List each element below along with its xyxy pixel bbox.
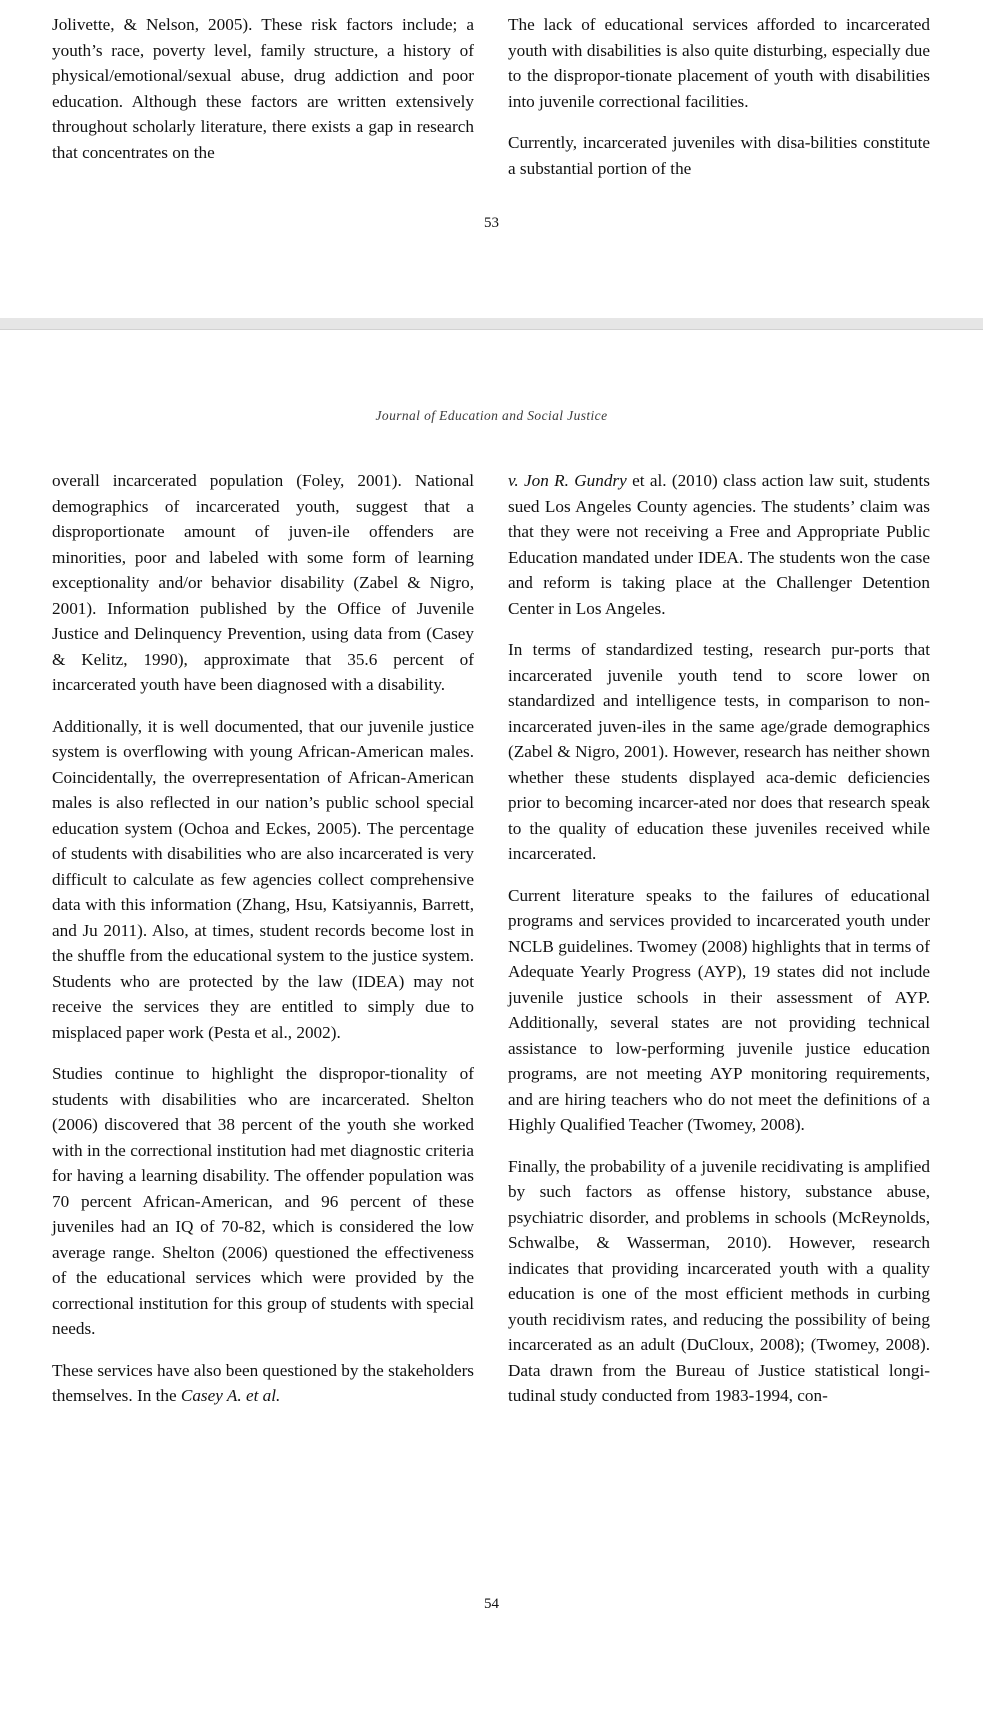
paragraph: In terms of standardized testing, research pur-ports that incarcerated juvenile youth tend to score lower on standardized and intelligence tests, in comparison to non-incarcerated juven-iles in the same age/grade demographics (Zabel & Nigro, 2001). However, research has neither shown whether these students displayed aca-demic deficiencies prior to becoming incarcer-ated nor does that research speak to the quality of education these juveniles received while incarcerated. — [508, 640, 930, 863]
paragraph: Studies continue to highlight the dispropor-tionality of students with disabilities who are incarcerated. Shelton (2006) discovered that 38 percent of the youth she worked with in the correctional institution had met diagnostic criteria for having a learning disability. The offender population was 70 percent African-American, and 96 percent of these juveniles had an IQ of 70-82, which is considered the low average range. Shelton (2006) questioned the effectiveness of the educational services which were provided by the correctional institution for this group of students with special needs. — [52, 1064, 474, 1338]
case-citation-italic: Casey A. et al. — [180, 1386, 281, 1405]
page-54-columns — [52, 468, 931, 1409]
paragraph-with-citation — [508, 468, 930, 621]
page-54-left-column — [52, 468, 474, 1409]
paragraph: Jolivette, & Nelson, 2005). These risk factors include; a youth’s race, poverty level, family structure, a history of physical/emotional/sexual abuse, drug addiction and poor education. Although these factors are written extensively throughout scholarly literature, there exists a gap in research that concentrates on the — [52, 15, 474, 162]
page-number-53: 53 — [484, 215, 499, 231]
page-53-columns — [52, 12, 931, 181]
paragraph: Additionally, it is well documented, that our juvenile justice system is overflowing with young African-American males. Coincidentally, the overrepresentation of African-American males is also reflected in our nation’s public school special education system (Ochoa and Eckes, 2005). The percentage of students with disabilities who are also incarcerated is very difficult to calculate as few agencies collect comprehensive data with this information (Zhang, Hsu, Katsiyannis, Barrett, and Ju 2011). Also, at times, student records become lost in the shuffle from the educational system to the justice system. Students who are protected by the law (IDEA) may not receive the services they are entitled to simply due to misplaced paper work (Pesta et al., 2002). — [52, 716, 474, 1042]
page-number-54: 54 — [484, 1596, 499, 1612]
paragraph: overall incarcerated population (Foley, 2001). National demographics of incarcerated youth, suggest that a disproportionate amount of juven-ile offenders are minorities, poor and labeled with some form of learning exceptionality and/or behavior disability (Zabel & Nigro, 2001). Information published by the Office of Juvenile Justice and Delinquency Prevention, using data from (Casey & Kelitz, 1990), approximate that 35.6 percent of incarcerated youth have been diagnosed with a disability. — [52, 471, 474, 694]
page-53-left-column — [52, 12, 474, 165]
paragraph: Current literature speaks to the failures of educational programs and services provided to incarcerated youth under NCLB guidelines. Twomey (2008) highlights that in terms of Adequate Yearly Progress (AYP), 19 states did not include juvenile justice schools in their assessment of AYP. Additionally, several states are not providing technical assistance to low-performing juvenile justice education programs, are not meeting AYP monitoring requirements, and are hiring teachers who do not meet the definitions of a Highly Qualified Teacher (Twomey, 2008). — [508, 885, 930, 1134]
paragraph-text-trail: et al. (2010) class action law suit, students sued Los Angeles County agencies. The students’ claim was that they were not receiving a Free and Appropriate Public Education mandated under IDEA. The students won the case and reform is taking place at the Challenger Detention Center in Los Angeles. — [508, 471, 930, 618]
page-53-right-column — [508, 12, 930, 181]
paragraph: The lack of educational services afforded to incarcerated youth with disabilities is also quite disturbing, especially due to the dispropor-tionate placement of youth with disabilities into juvenile correctional facilities. — [508, 15, 930, 111]
page-53 — [0, 0, 983, 318]
case-citation-italic: v. Jon R. Gundry — [508, 471, 627, 490]
running-head: Journal of Education and Social Justice — [375, 408, 608, 423]
paragraph-with-citation — [52, 1358, 474, 1409]
page-54 — [0, 330, 983, 1735]
page-54-right-column — [508, 468, 930, 1409]
paragraph: Finally, the probability of a juvenile recidivating is amplified by such factors as offense history, substance abuse, psychiatric disorder, and problems in schools (McReynolds, Schwalbe, & Wasserman, 2010). However, research indicates that providing incarcerated youth with a quality education is one of the most efficient methods in curbing youth recidivism rates, and reducing the possibility of being incarcerated as an adult (DuCloux, 2008); (Twomey, 2008). Data drawn from the Bureau of Justice statistical longi-tudinal study conducted from 1983-1994, con- — [508, 1156, 930, 1405]
paragraph: Currently, incarcerated juveniles with disa-bilities constitute a substantial portion of the — [508, 133, 930, 178]
paragraph-text-lead: These services have also been questioned by the stakeholders themselves. In the — [52, 1360, 474, 1405]
